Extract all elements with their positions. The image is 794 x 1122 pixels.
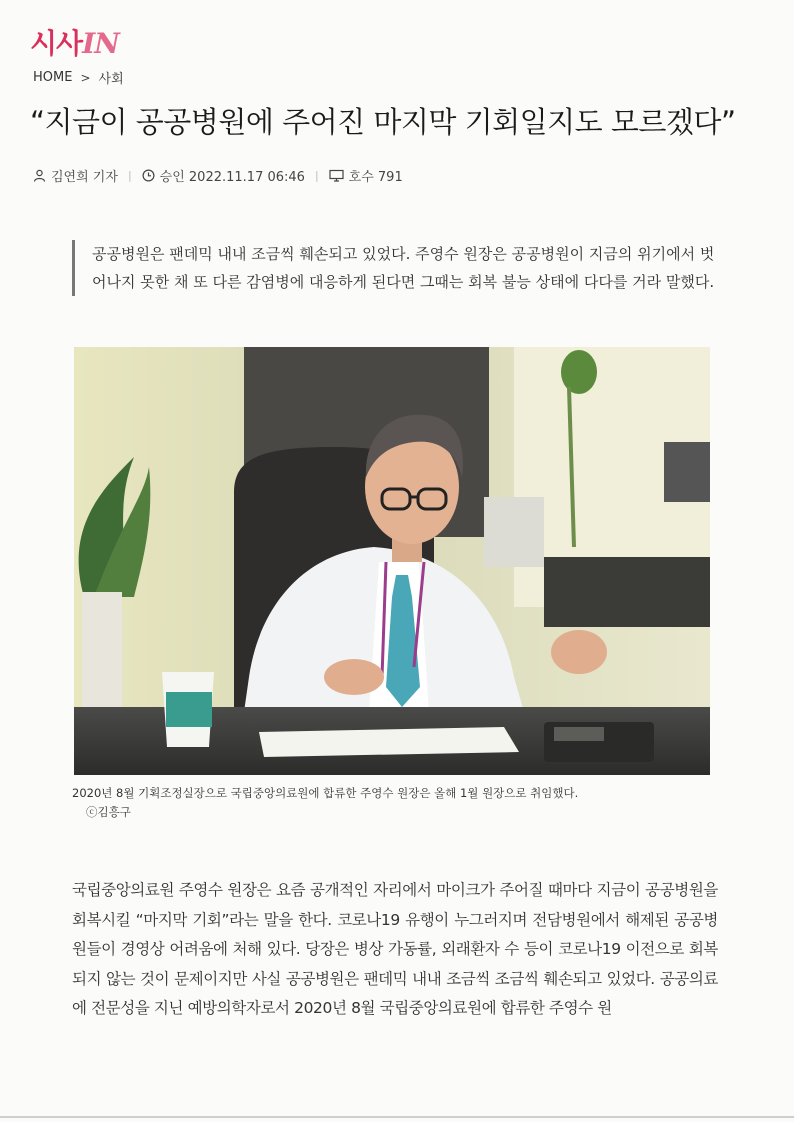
article-summary: 공공병원은 팬데믹 내내 조금씩 훼손되고 있었다. 주영수 원장은 공공병원이 지금의 위기에서 벗어나지 못한 채 또 다른 감염병에 대응하게 된다면 그때는 회복 불능 상태에 다다를 거라 말했다.	[72, 240, 722, 296]
issue-info	[329, 166, 403, 185]
photo-caption: 2020년 8월 기획조정실장으로 국립중앙의료원에 합류한 주영수 원장은 올해 1월 원장으로 취임했다.	[72, 786, 579, 800]
person-icon	[33, 169, 46, 182]
article-photo	[74, 347, 710, 775]
breadcrumb-home[interactable]: HOME	[33, 70, 73, 85]
breadcrumb-separator: >	[80, 70, 91, 85]
page-divider	[0, 1116, 794, 1118]
meta-divider: |	[127, 169, 132, 182]
logo-in: IN	[82, 27, 119, 60]
article-headline: “지금이 공공병원에 주어진 마지막 기회일지도 모르겠다”	[30, 105, 736, 139]
article-body: 국립중앙의료원 주영수 원장은 요즘 공개적인 자리에서 마이크가 주어질 때마다 지금이 공공병원을 회복시킬 “마지막 기회”라는 말을 한다. 코로나19 유행이 누그러지며 전담병원에서 해제된 공공병원들이 경영상 어려움에 처해 있다. 당장은 병상 가동률, 외래환자 수 등이 코로나19 이전으로 회복되지 않는 것이 문제이지만 사실 공공병원은 팬데믹 내내 조금씩 조금씩 훼손되고 있었다. 공공의료에 전문성을 지닌 예방의학자로서 2020년 8월 국립중앙의료원에 합류한 주영수 원	[72, 881, 718, 1017]
breadcrumb-section[interactable]: 사회	[98, 72, 124, 87]
meta-divider: |	[314, 169, 319, 182]
clock-icon	[142, 169, 155, 182]
site-logo[interactable]	[30, 22, 119, 62]
approved-date: 승인 2022.11.17 06:46	[159, 170, 305, 185]
author-info	[33, 166, 118, 185]
issue-number: 호수 791	[348, 170, 403, 185]
photo-credit: ⓒ김흥구	[86, 805, 131, 819]
approved-info	[142, 166, 305, 185]
breadcrumb	[33, 68, 124, 87]
logo-main: 시사	[30, 27, 83, 60]
article-meta	[33, 166, 403, 185]
author-name[interactable]: 김연희 기자	[51, 170, 118, 185]
monitor-icon	[329, 169, 344, 182]
